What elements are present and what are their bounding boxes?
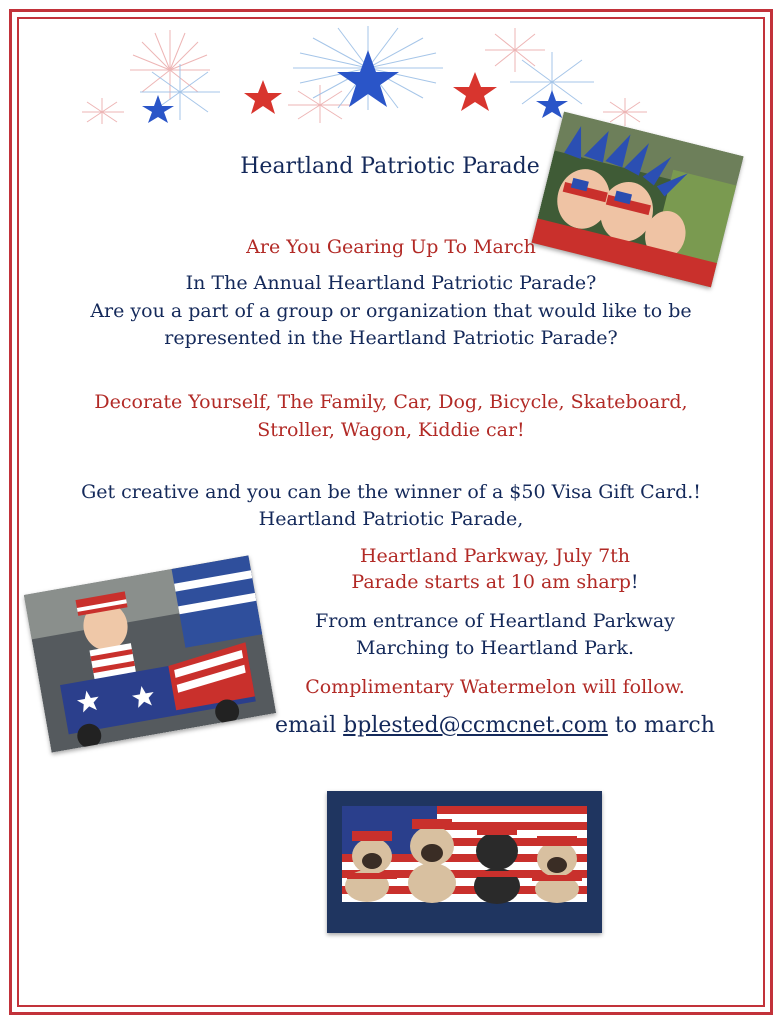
email-line xyxy=(270,713,720,738)
parade-start-text: Parade starts at 10 am sharp xyxy=(351,571,631,593)
email-link[interactable]: bplested@ccmcnet.com xyxy=(343,713,608,738)
headline: Are You Gearing Up To March xyxy=(246,236,536,258)
prize-line-1: Get creative and you can be the winner of a $50 Visa Gift Card.! xyxy=(81,481,701,503)
email-suffix: to march xyxy=(614,713,715,738)
email-prefix: email xyxy=(275,713,337,738)
page-title: Heartland Patriotic Parade xyxy=(240,154,540,179)
pugs-photo xyxy=(327,791,602,933)
star-icon xyxy=(244,80,282,114)
intro-line-1: In The Annual Heartland Patriotic Parade? xyxy=(185,272,597,294)
parade-start xyxy=(290,571,700,593)
route-line-2: Marching to Heartland Park. xyxy=(356,637,634,659)
decorate-line-1: Decorate Yourself, The Family, Car, Dog, Bicycle, Skateboard, xyxy=(94,391,688,413)
intro-line-2: Are you a part of a group or organization that would like to be xyxy=(90,300,692,322)
intro-line-3: represented in the Heartland Patriotic Parade? xyxy=(164,327,618,349)
parade-start-exclaim: ! xyxy=(630,571,639,593)
decorate-line-2: Stroller, Wagon, Kiddie car! xyxy=(257,419,525,441)
parade-location: Heartland Parkway, July 7th xyxy=(359,545,631,567)
prize-line-2: Heartland Patriotic Parade, xyxy=(258,508,524,530)
star-icon xyxy=(453,72,497,111)
route-line-1: From entrance of Heartland Parkway xyxy=(315,610,675,632)
watermelon-note: Complimentary Watermelon will follow. xyxy=(305,676,685,698)
